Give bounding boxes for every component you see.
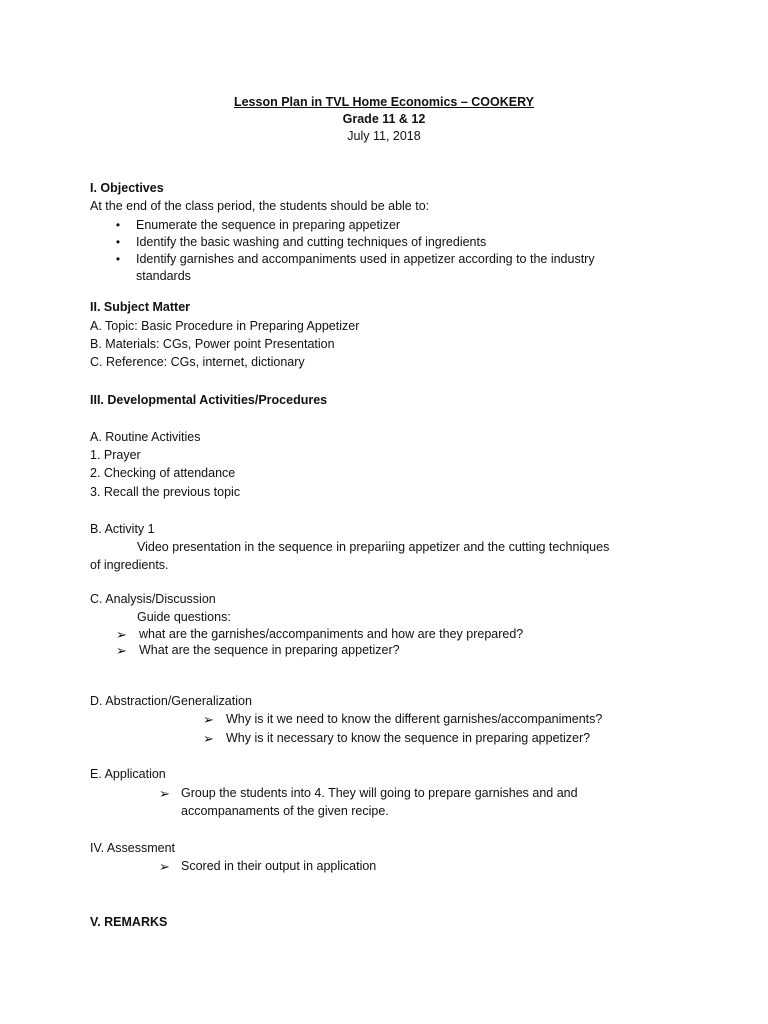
document-title: Lesson Plan in TVL Home Economics – COOKERY [233, 95, 535, 109]
guide-questions-label: Guide questions: [137, 610, 231, 624]
arrow-bullet-icon: ➢ [203, 712, 214, 727]
lesson-date: July 11, 2018 [347, 129, 421, 143]
abstraction-heading: D. Abstraction/Generalization [90, 694, 252, 708]
objective-item-3-continued: standards [136, 269, 191, 283]
routine-heading: A. Routine Activities [90, 430, 201, 444]
assessment-item: Scored in their output in application [181, 859, 377, 873]
abstraction-question-1: Why is it we need to know the different garnishes/accompaniments? [226, 712, 603, 726]
assessment-heading: IV. Assessment [90, 841, 175, 855]
arrow-bullet-icon: ➢ [159, 786, 170, 801]
activity1-heading: B. Activity 1 [90, 522, 155, 536]
arrow-bullet-icon: ➢ [116, 643, 127, 658]
analysis-question-2: What are the sequence in preparing appetizer? [139, 643, 400, 657]
bullet-icon: • [115, 252, 121, 266]
subject-topic: A. Topic: Basic Procedure in Preparing Appetizer [90, 319, 360, 333]
activity1-text-line1: Video presentation in the sequence in prepariing appetizer and the cutting techniques [137, 540, 610, 554]
application-heading: E. Application [90, 767, 166, 781]
application-text-line2: accompanaments of the given recipe. [181, 804, 389, 818]
objective-item-2: Identify the basic washing and cutting techniques of ingredients [136, 235, 487, 249]
application-text-line1: Group the students into 4. They will going to prepare garnishes and and [181, 786, 578, 800]
objectives-intro: At the end of the class period, the students should be able to: [90, 199, 430, 213]
bullet-icon: • [115, 235, 121, 249]
bullet-icon: • [115, 218, 121, 232]
activities-heading: III. Developmental Activities/Procedures [90, 393, 328, 407]
arrow-bullet-icon: ➢ [159, 859, 170, 874]
routine-item-2: 2. Checking of attendance [90, 466, 236, 480]
analysis-question-1: what are the garnishes/accompaniments and how are they prepared? [139, 627, 524, 641]
objective-item-3: Identify garnishes and accompaniments used in appetizer according to the industry [136, 252, 595, 266]
objectives-heading: I. Objectives [90, 181, 164, 195]
activity1-text-line2: of ingredients. [90, 558, 169, 572]
grade-level: Grade 11 & 12 [342, 112, 426, 126]
arrow-bullet-icon: ➢ [203, 731, 214, 746]
analysis-heading: C. Analysis/Discussion [90, 592, 216, 606]
objective-item-1: Enumerate the sequence in preparing appetizer [136, 218, 401, 232]
abstraction-question-2: Why is it necessary to know the sequence in preparing appetizer? [226, 731, 591, 745]
routine-item-1: 1. Prayer [90, 448, 141, 462]
subject-matter-heading: II. Subject Matter [90, 300, 191, 314]
arrow-bullet-icon: ➢ [116, 627, 127, 642]
remarks-heading: V. REMARKS [90, 915, 168, 929]
subject-materials: B. Materials: CGs, Power point Presentation [90, 337, 335, 351]
subject-reference: C. Reference: CGs, internet, dictionary [90, 355, 305, 369]
routine-item-3: 3. Recall the previous topic [90, 485, 241, 499]
